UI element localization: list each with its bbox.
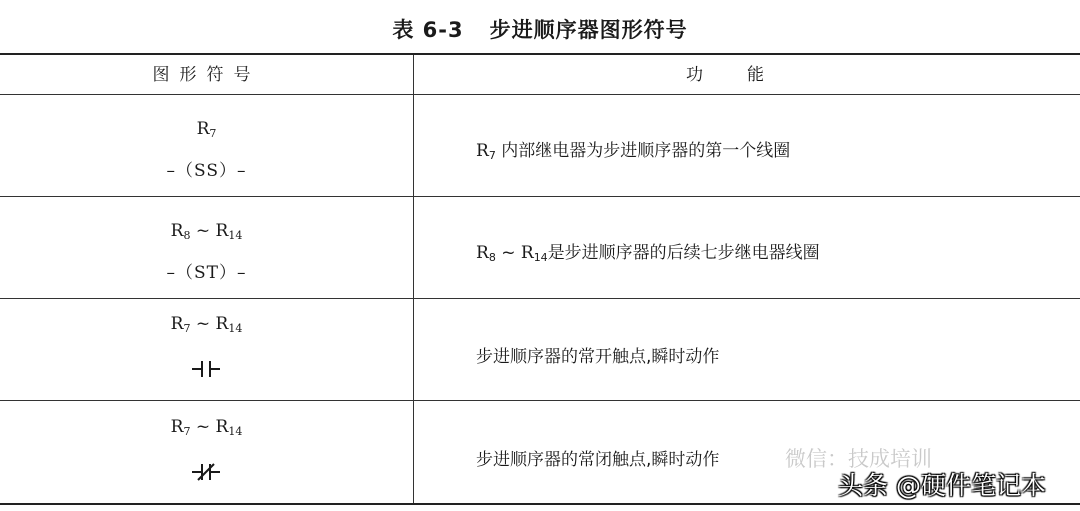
wechat-watermark: 微信：技成培训 (785, 447, 932, 471)
table-caption (0, 14, 1080, 44)
relay-range-label: $R_8$ ~ $R_{14}$ (170, 221, 243, 242)
row-divider (0, 196, 1080, 197)
relay-range-label: $R_7$ ~ $R_{14}$ (170, 314, 243, 335)
function-cell: $R_8$ ~ $R_{14}$是步进顺序器的后续七步继电器线圈 (476, 243, 820, 264)
table-number: 表 6-3 (392, 18, 464, 42)
function-cell: 步进顺序器的常闭触点,瞬时动作 (476, 450, 720, 470)
relay-label: $R_7$ (196, 119, 217, 140)
column-header-symbol: 图形符号 (152, 65, 261, 85)
row-divider (0, 298, 1080, 299)
normally-open-contact-icon (0, 360, 413, 382)
relay-range-label: $R_7$ ~ $R_{14}$ (170, 417, 243, 438)
symbol-cell (0, 419, 413, 485)
function-cell: 步进顺序器的常开触点,瞬时动作 (476, 347, 720, 367)
symbol-cell (0, 121, 413, 180)
normally-closed-contact-icon (0, 463, 413, 485)
symbol-cell (0, 223, 413, 282)
column-divider (413, 55, 414, 503)
column-header-function: 功能 (686, 65, 808, 85)
symbol-cell (0, 316, 413, 382)
table-bottom-rule (0, 503, 1080, 505)
function-cell: $R_7$ 内部继电器为步进顺序器的第一个线圈 (476, 141, 791, 162)
step-coil-symbol: –（ST）– (166, 263, 247, 283)
row-divider (0, 400, 1080, 401)
toutiao-watermark: 头条 @硬件笔记本 (838, 471, 1046, 500)
step-start-coil-symbol: –（SS）– (166, 161, 247, 181)
table-title: 步进顺序器图形符号 (489, 18, 688, 42)
